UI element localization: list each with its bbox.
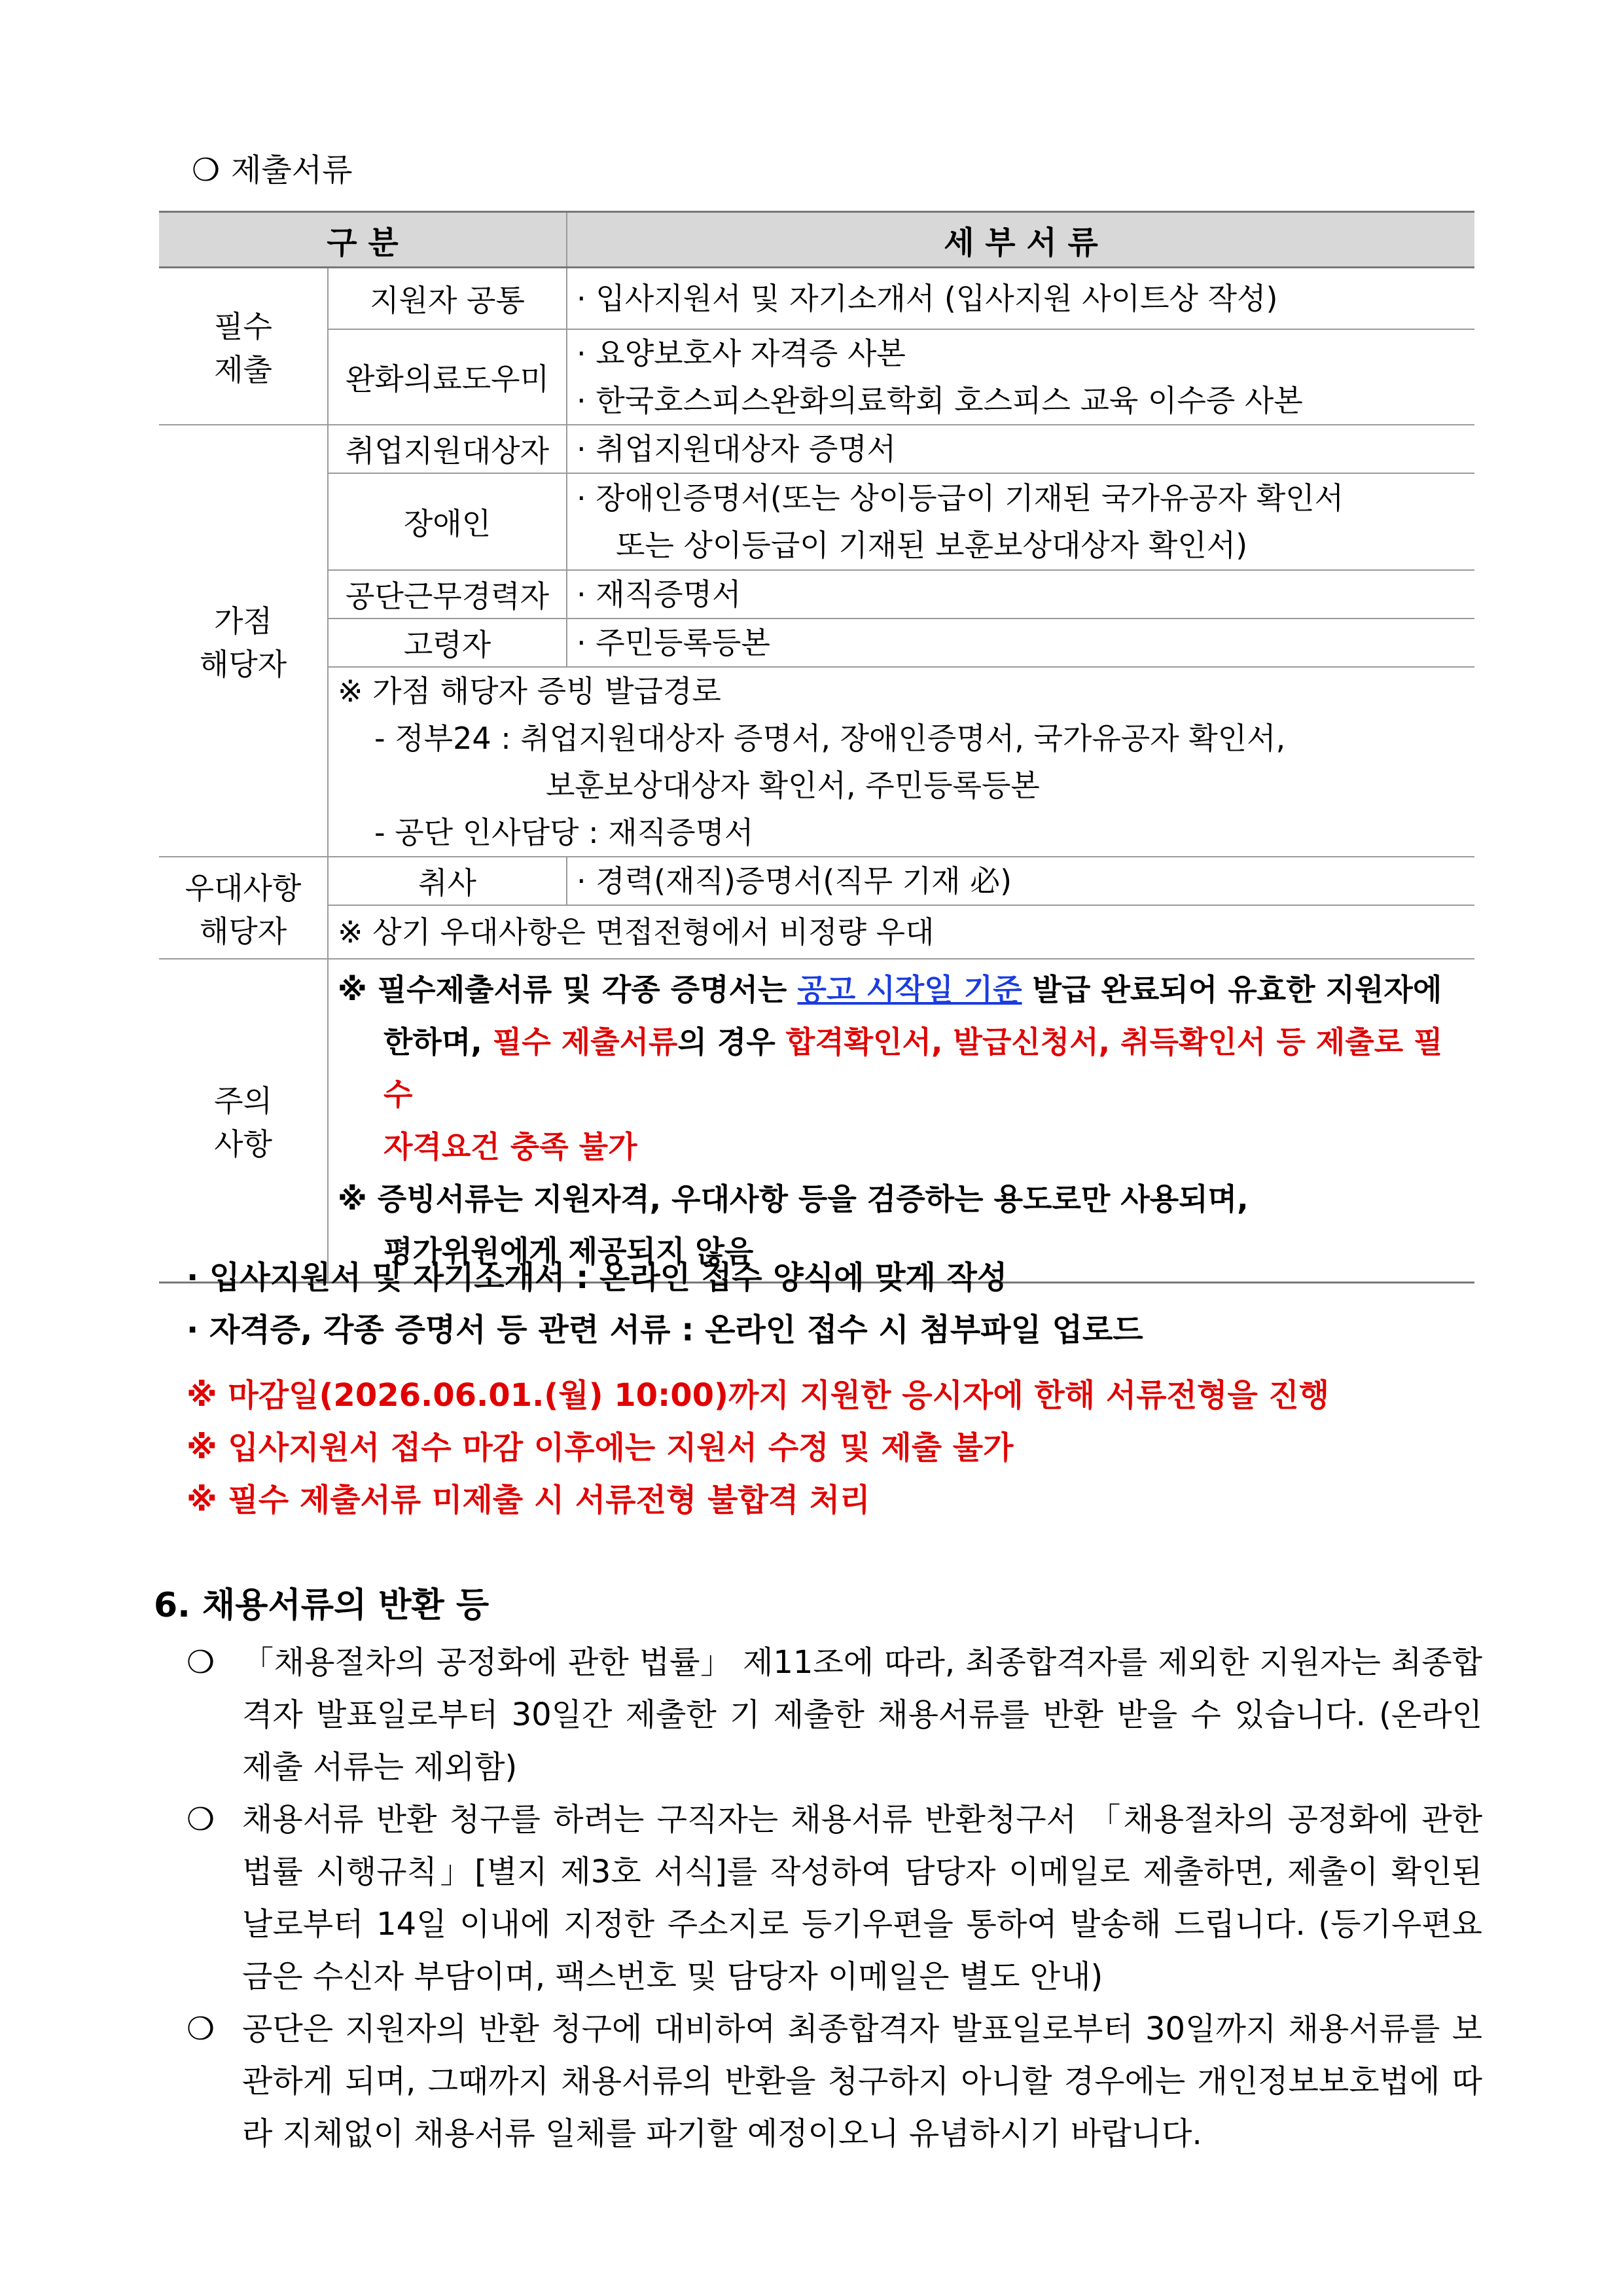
table-row [159,570,1474,619]
table-row [159,857,1474,905]
row-sub-label: 고령자 [328,619,567,667]
table-row [159,473,1474,570]
preferential-label: 우대사항 해당자 [159,857,328,959]
row-detail: · 요양보호사 자격증 사본 · 한국호스피스완화의료학회 호스피스 교육 이수증 사본 [567,329,1474,425]
list-item: · 입사지원서 및 자기소개서 : 온라인 접수 양식에 맞게 작성 [187,1259,1008,1296]
row-sub-label: 완화의료도우미 [328,329,567,425]
submission-bullets [187,1251,1143,1356]
table-row [159,667,1474,857]
notice-start-date-link: 공고 시작일 기준 [797,971,1022,1007]
paragraph: ❍ 공단은 지원자의 반환 청구에 대비하여 최종합격자 발표일로부터 30일까지 채용서류를 보관하게 되며, 그때까지 채용서류의 반환을 청구하지 아니할 경우에는 개인정보보호법에 따라 지체없이 채용서류 일체를 파기할 예정이오니 유념하시기 바랍니다. [187,2003,1482,2160]
preferential-note: ※ 상기 우대사항은 면접전형에서 비정량 우대 [328,905,1474,959]
bonus-issuance-note: ※ 가점 해당자 증빙 발급경로 - 정부24 : 취업지원대상자 증명서, 장애인증명서, 국가유공자 확인서, 보훈보상대상자 확인서, 주민등록등본 - 공단 인사담당 : 재직증명서 [328,667,1474,857]
header-detail-docs: 세 부 서 류 [567,212,1474,268]
circle-bullet-icon: ❍ [187,1801,215,1838]
submit-docs-title: 제출서류 [231,152,353,188]
paragraph: ❍ 채용서류 반환 청구를 하려는 구직자는 채용서류 반환청구서 「채용절차의 공정화에 관한 법률 시행규칙」[별지 제3호 서식]를 작성하여 담당자 이메일로 제출하면, 제출이 확인된 날로부터 14일 이내에 지정한 주소지로 등기우편을 통하여 발송해 드립니다. (등기우편요금은 수신자 부담이며, 팩스번호 및 담당자 이메일은 별도 안내) [187,1793,1482,2003]
table-row [159,425,1474,473]
row-sub-label: 지원자 공통 [328,268,567,329]
table-row [159,905,1474,959]
row-detail: · 경력(재직)증명서(직무 기재 必) [567,857,1474,905]
circle-bullet-icon: ❍ [192,152,221,188]
circle-bullet-icon: ❍ [187,1644,215,1681]
section-6-title: 6. 채용서류의 반환 등 [154,1586,490,1625]
circle-bullet-icon: ❍ [187,2011,215,2047]
table-row [159,329,1474,425]
list-item: ※ 입사지원서 접수 마감 이후에는 지원서 수정 및 제출 불가 [187,1429,1014,1466]
list-item: · 자격증, 각종 증명서 등 관련 서류 : 온라인 접수 시 첨부파일 업로드 [187,1312,1143,1348]
row-sub-label: 공단근무경력자 [328,570,567,619]
warning-notices [187,1369,1329,1526]
row-detail: · 입사지원서 및 자기소개서 (입사지원 사이트상 작성) [567,268,1474,329]
header-category: 구 분 [159,212,567,268]
row-sub-label: 취사 [328,857,567,905]
table-row [159,619,1474,667]
row-sub-label: 장애인 [328,473,567,570]
paragraph: ❍ 「채용절차의 공정화에 관한 법률」 제11조에 따라, 최종합격자를 제외한 지원자는 최종합격자 발표일로부터 30일간 제출한 기 제출한 채용서류를 반환 받을 수 있습니다. (온라인 제출 서류는 제외함) [187,1636,1482,1793]
caution-label: 주의 사항 [159,959,328,1283]
bonus-label: 가점 해당자 [159,425,328,857]
table-row [159,268,1474,329]
list-item: ※ 필수 제출서류 미제출 시 서류전형 불합격 처리 [187,1482,870,1518]
table-row [159,959,1474,1283]
submit-docs-heading [192,149,352,191]
row-detail: · 재직증명서 [567,570,1474,619]
section-6-paragraphs [187,1636,1482,2160]
row-detail: · 장애인증명서(또는 상이등급이 기재된 국가유공자 확인서 또는 상이등급이 기재된 보훈보상대상자 확인서) [567,473,1474,570]
list-item: ※ 마감일(2026.06.01.(월) 10:00)까지 지원한 응시자에 한해 서류전형을 진행 [187,1377,1330,1414]
row-sub-label: 취업지원대상자 [328,425,567,473]
row-detail: · 취업지원대상자 증명서 [567,425,1474,473]
required-label: 필수 제출 [159,268,328,425]
table-header-row [159,212,1474,268]
row-detail: · 주민등록등본 [567,619,1474,667]
caution-notes: ※ 필수제출서류 및 각종 증명서는 공고 시작일 기준 발급 완료되어 유효한 지원자에 한하며, 필수 제출서류의 경우 합격확인서, 발급신청서, 취득확인서 등 제출로 필수 자격요건 충족 불가 ※ 증빙서류는 지원자격, 우대사항 등을 검증하는 용도로만 사용되며, 평가위원에게 제공되지 않음 [328,959,1474,1283]
submit-docs-table [159,211,1474,1283]
